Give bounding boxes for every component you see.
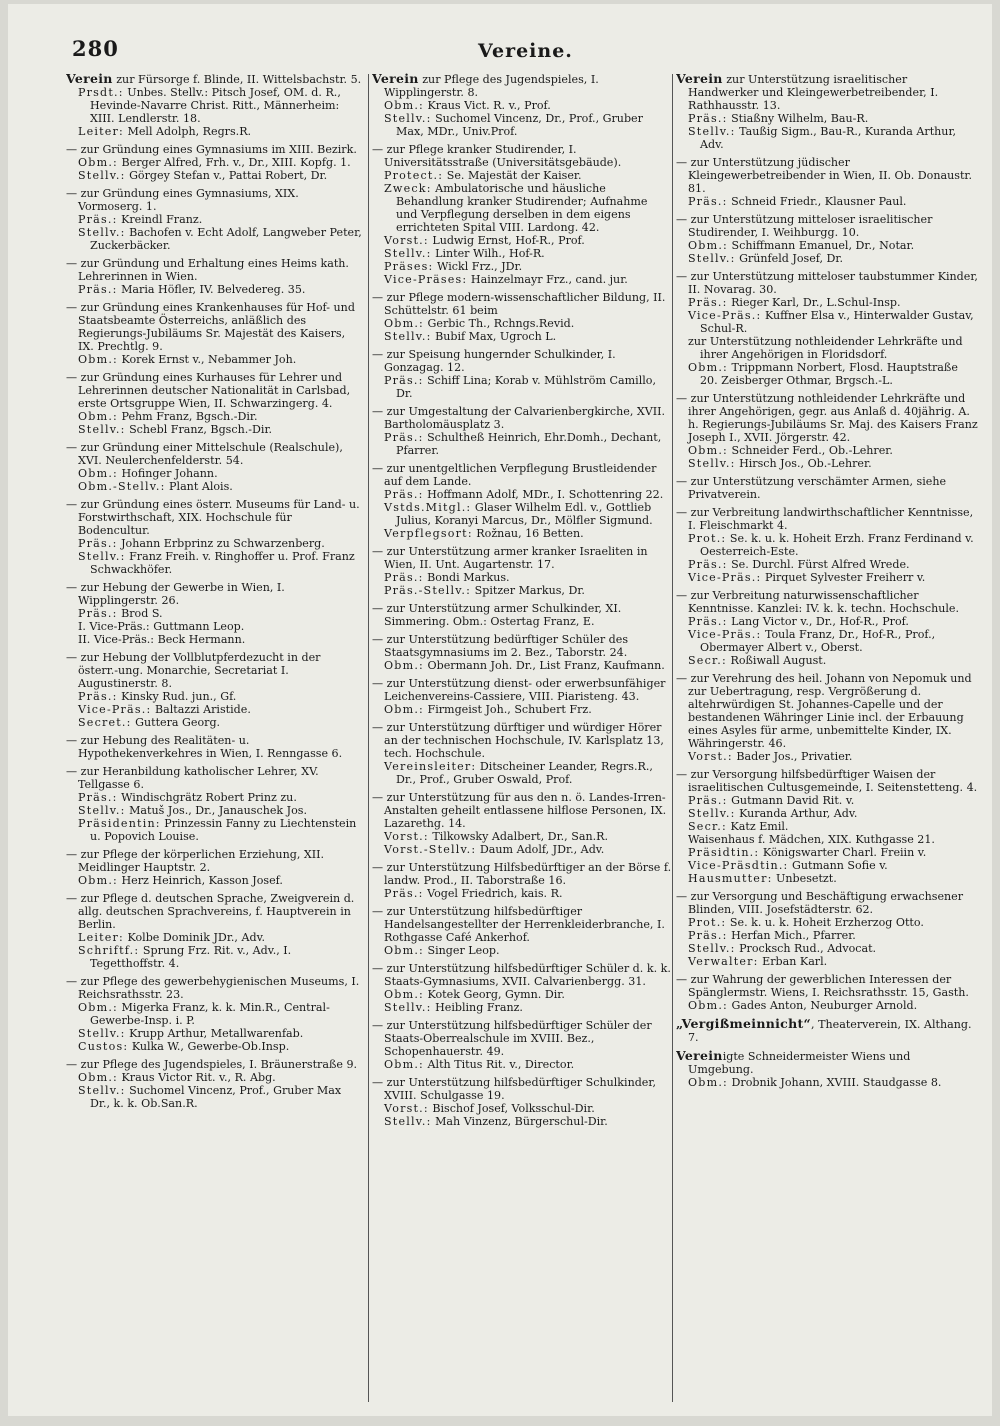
role-label: Stellv.: (688, 125, 736, 138)
entry-detail-line: Vorst.: Ludwig Ernst, Hof-R., Prof. (384, 234, 585, 247)
directory-entry (676, 72, 978, 151)
role-label: Präs.-Stellv.: (384, 584, 472, 597)
role-label: Protect.: (384, 169, 444, 182)
role-label: Präs.: (688, 296, 728, 309)
role-label: Präs.: (78, 791, 118, 804)
role-label: Stellv.: (384, 1001, 432, 1014)
entry-detail-line: Obm.-Stellv.: Plant Alois. (78, 480, 233, 493)
directory-entry (676, 270, 978, 387)
entry-detail-line: Präs.: Maria Höfler, IV. Belvedereg. 35. (78, 283, 306, 296)
role-label: Obm.: (384, 317, 424, 330)
role-label: Obm.: (78, 874, 118, 887)
entry-heading: — zur Unterstützung mitteloser israelitischer Studirender, I. Weihburgg. 10. (676, 213, 933, 239)
entry-detail-line: Protect.: Se. Majestät der Kaiser. (384, 169, 582, 182)
role-label: Stellv.: (78, 1027, 126, 1040)
entry-heading: — zur Pflege kranker Studirender, I. Universitätsstraße (Universitätsgebäude). (372, 143, 622, 169)
role-label: Obm.: (78, 410, 118, 423)
entry-heading: — zur Verbreitung naturwissenschaftlicher Kenntnisse. Kanzlei: IV. k. k. techn. Hochschule. (676, 589, 959, 615)
directory-entry (372, 791, 672, 856)
entry-detail-line: Stellv.: Bachofen v. Echt Adolf, Langweber Peter, Zuckerbäcker. (78, 226, 362, 252)
role-label: Verwalter: (688, 955, 759, 968)
role-label: Präs.: (78, 690, 118, 703)
role-label: Vstds.Mitgl.: (384, 501, 472, 514)
directory-entry (66, 72, 362, 138)
role-label: Verpflegsort: (384, 527, 473, 540)
directory-entry (66, 498, 362, 576)
role-label: Stellv.: (688, 457, 736, 470)
directory-entry (66, 257, 362, 296)
entry-detail-line: Stellv.: Procksch Rud., Advocat. (688, 942, 877, 955)
entry-heading: — zur Unterstützung jüdischer Kleingewerbetreibender in Wien, II. Ob. Donaustr. 81. (676, 156, 973, 195)
entry-heading: — zur Pflege d. deutschen Sprache, Zweigverein d. allg. deutschen Sprachvereins, f. Hauptverein in Berlin. (66, 892, 355, 931)
directory-entry (372, 405, 672, 457)
entry-detail-line: Obm.: Pehm Franz, Bgsch.-Dir. (78, 410, 258, 423)
column-1 (66, 72, 362, 1402)
entry-detail-line: Vice-Präsdtin.: Gutmann Sofie v. (688, 859, 888, 872)
entry-heading: — zur Unterstützung für aus den n. ö. Landes-Irren-Anstalten geheilt entlassene hilflose Personen, IX. Lazarethg. 14. (372, 791, 667, 830)
role-label: Stellv.: (384, 330, 432, 343)
entry-detail-line: Präs.: Bondi Markus. (384, 571, 510, 584)
role-label: Secr.: (688, 654, 727, 667)
entry-detail-line: Obm.: Migerka Franz, k. k. Min.R., Central-Gewerbe-Insp. i. P. (78, 1001, 330, 1027)
role-label: Schriftf.: (78, 944, 140, 957)
entry-detail-line: Obm.: Gerbic Th., Rchngs.Revid. (384, 317, 575, 330)
role-label: Vice-Präs.: (688, 309, 762, 322)
entry-heading: — zur Unterstützung nothleidender Lehrkräfte und ihrer Angehörigen, gegr. aus Anlaß d. 40jährig. A. h. Regierungs-Jubiläums Sr. Maj. des Kaisers Franz Joseph I., XVII. Jörgerstr. 42. (676, 392, 978, 444)
entry-detail-line: Präs.: Schiff Lina; Korab v. Mühlström Camillo, Dr. (384, 374, 656, 400)
entry-heading: Verein zur Pflege des Jugendspieles, I. Wipplingerstr. 8. (372, 72, 599, 99)
role-label: Obm.: (384, 988, 424, 1001)
entry-detail-line: Custos: Kulka W., Gewerbe-Ob.Insp. (78, 1040, 290, 1053)
directory-entry (676, 506, 978, 584)
entry-detail-line: Obm.: Drobnik Johann, XVIII. Staudgasse 8. (688, 1076, 942, 1089)
role-label: Stellv.: (78, 226, 126, 239)
role-label: Obm.: (384, 703, 424, 716)
entry-detail-line: Vorst.: Tilkowsky Adalbert, Dr., San.R. (384, 830, 609, 843)
role-label: Obm.: (688, 444, 728, 457)
role-label: Vorst.-Stellv.: (384, 843, 477, 856)
role-label: Vorst.: (688, 750, 733, 763)
entry-detail-line: Obm.: Schiffmann Emanuel, Dr., Notar. (688, 239, 915, 252)
role-label: Präs.: (78, 537, 118, 550)
directory-entry (676, 973, 978, 1012)
directory-entry (66, 892, 362, 970)
entry-detail-line: Stellv.: Schebl Franz, Bgsch.-Dir. (78, 423, 273, 436)
entry-detail-line: Secret.: Guttera Georg. (78, 716, 221, 729)
entry-detail-line: Schriftf.: Sprung Frz. Rit. v., Adv., I. Tegetthoffstr. 4. (78, 944, 292, 970)
entry-detail-line: Stellv.: Taußig Sigm., Bau-R., Kuranda Arthur, Adv. (688, 125, 957, 151)
directory-entry (676, 672, 978, 763)
directory-entry (66, 975, 362, 1053)
role-label: Präs.: (688, 195, 728, 208)
entry-detail-line: Stellv.: Suchomel Vincenz, Prof., Gruber Max Dr., k. k. Ob.San.R. (78, 1084, 342, 1110)
role-label: Obm.: (384, 1058, 424, 1071)
directory-entry (676, 589, 978, 667)
role-label: Zweck: (384, 182, 432, 195)
entry-detail-line: Obm.: Alth Titus Rit. v., Director. (384, 1058, 575, 1071)
directory-entry (372, 143, 672, 286)
role-label: Präsidentin: (78, 817, 161, 830)
entry-detail-line: Obm.: Firmgeist Joh., Schubert Frz. (384, 703, 592, 716)
entry-detail-line: Präs.: Kreindl Franz. (78, 213, 203, 226)
entry-detail-line: Stellv.: Krupp Arthur, Metallwarenfab. (78, 1027, 304, 1040)
role-label: Präs.: (78, 283, 118, 296)
role-label: Obm.: (384, 99, 424, 112)
entry-detail-line: Präs.: Vogel Friedrich, kais. R. (384, 887, 563, 900)
entry-heading: — zur Unterstützung dürftiger und würdiger Hörer an der technischen Hochschule, IV. Karlsplatz 13, tech. Hochschule. (372, 721, 664, 760)
entry-heading: — zur unentgeltlichen Verpflegung Brustleidender auf dem Lande. (372, 462, 657, 488)
entry-heading: — zur Verehrung des heil. Johann von Nepomuk und zur Uebertragung, resp. Vergrößerung d. altehrwürdigen St. Johannes-Capelle und der bestandenen Währinger Linie incl. der Erbauung eines Asyles für arme, unbemittelte Kinder, IX. Währingerstr. 46. (676, 672, 972, 750)
entry-detail-line: Hausmutter: Unbesetzt. (688, 872, 837, 885)
entry-heading: — zur Gründung eines Gymnasiums im XIII. Bezirk. (66, 143, 357, 156)
entry-detail-line: Vorst.: Bader Jos., Privatier. (688, 750, 853, 763)
directory-entry (372, 291, 672, 343)
entry-keyword: Verein (372, 72, 419, 86)
entry-detail-line: Zweck: Ambulatorische und häusliche Behandlung kranker Studirender; Aufnahme und Verpflegung derselben in dem eigens errichteten Spital VIII. Lardong. 42. (384, 182, 648, 234)
directory-entry (66, 143, 362, 182)
role-label: Vice-Präs.: (688, 571, 762, 584)
entry-heading: — zur Unterstützung bedürftiger Schüler des Staatsgymnasiums im 2. Bez., Taborstr. 24. (372, 633, 629, 659)
directory-entry (676, 890, 978, 968)
entry-heading: — zur Gründung einer Mittelschule (Realschule), XVI. Neulerchenfelderstr. 54. (66, 441, 343, 467)
entry-detail-line: Prot.: Se. k. u. k. Hoheit Erzherzog Otto. (688, 916, 924, 929)
entry-detail-line: Vereinsleiter: Ditscheiner Leander, Regrs.R., Dr., Prof., Gruber Oswald, Prof. (384, 760, 653, 786)
entry-detail-line: Obm.: Kraus Vict. R. v., Prof. (384, 99, 551, 112)
role-label: Stellv.: (78, 169, 126, 182)
entry-detail-line: Stellv.: Heibling Franz. (384, 1001, 523, 1014)
role-label: Vice-Präses: (384, 273, 468, 286)
entry-detail-line: Obm.: Trippmann Norbert, Flosd. Hauptstraße 20. Zeisberger Othmar, Brgsch.-L. (688, 361, 958, 387)
entry-detail-line: Stellv.: Franz Freih. v. Ringhoffer u. Prof. Franz Schwackhöfer. (78, 550, 355, 576)
entry-detail-line: Präsidentin: Prinzessin Fanny zu Liechtenstein u. Popovich Louise. (78, 817, 357, 843)
directory-page (8, 4, 992, 1416)
entry-detail-line: Prot.: Se. k. u. k. Hoheit Erzh. Franz Ferdinand v. Oesterreich-Este. (688, 532, 974, 558)
column-divider (672, 74, 673, 1402)
entry-keyword: Verein (66, 72, 113, 86)
entry-heading: — zur Hebung der Gewerbe in Wien, I. Wipplingerstr. 26. (66, 581, 285, 607)
entry-heading: Verein zur Fürsorge f. Blinde, II. Wittelsbachstr. 5. (66, 72, 362, 86)
entry-detail-line: Präs.: Schultheß Heinrich, Ehr.Domh., Dechant, Pfarrer. (384, 431, 662, 457)
entry-heading: — zur Pflege modern-wissenschaftlicher Bildung, II. Schüttelstr. 61 beim (372, 291, 666, 317)
entry-detail-line: Präs.: Rieger Karl, Dr., L.Schul-Insp. (688, 296, 901, 309)
entry-heading: — zur Hebung der Vollblutpferdezucht in der österr.-ung. Monarchie, Secretariat I. Augustinerstr. 8. (66, 651, 321, 690)
entry-detail-line: Präsidtin.: Königswarter Charl. Freiin v. (688, 846, 927, 859)
entry-detail-line: Stellv.: Suchomel Vincenz, Dr., Prof., Gruber Max, MDr., Univ.Prof. (384, 112, 643, 138)
role-label: Custos: (78, 1040, 129, 1053)
entry-heading: — zur Speisung hungernder Schulkinder, I. Gonzagag. 12. (372, 348, 616, 374)
entry-detail-line: Vice-Präs.: Toula Franz, Dr., Hof-R., Prof., Obermayer Albert v., Oberst. (688, 628, 936, 654)
role-label: Stellv.: (78, 550, 126, 563)
entry-heading: — zur Unterstützung mitteloser taubstummer Kinder, II. Novarag. 30. (676, 270, 978, 296)
role-label: Obm.: (78, 353, 118, 366)
directory-entry (676, 475, 978, 501)
entry-heading: — zur Gründung und Erhaltung eines Heims kath. Lehrerinnen in Wien. (66, 257, 349, 283)
entry-heading: — zur Unterstützung armer kranker Israeliten in Wien, II. Unt. Augartenstr. 17. (372, 545, 648, 571)
entry-heading: — zur Unterstützung hilfsbedürftiger Schulkinder, XVIII. Schulgasse 19. (372, 1076, 656, 1102)
entry-heading: — zur Pflege des Jugendspieles, I. Bräunerstraße 9. (66, 1058, 358, 1071)
role-label: Stellv.: (384, 112, 432, 125)
entry-detail-line: Präs.: Johann Erbprinz zu Schwarzenberg. (78, 537, 325, 550)
directory-entry (676, 1049, 978, 1089)
entry-detail-line: Präs.: Hoffmann Adolf, MDr., I. Schottenring 22. (384, 488, 664, 501)
entry-detail-line: Obm.: Obermann Joh. Dr., List Franz, Kaufmann. (384, 659, 665, 672)
role-label: Präs.: (688, 794, 728, 807)
column-divider (368, 74, 369, 1402)
entry-detail-line: Vstds.Mitgl.: Glaser Wilhelm Edl. v., Gottlieb Julius, Koranyi Marcus, Dr., Mölfler Sigmund. (384, 501, 653, 527)
role-label: Stellv.: (688, 942, 736, 955)
directory-entry (372, 602, 672, 628)
entry-detail-line: Leiter: Mell Adolph, Regrs.R. (78, 125, 252, 138)
role-label: Präs.: (688, 929, 728, 942)
entry-heading: — zur Verbreitung landwirthschaftlicher Kenntnisse, I. Fleischmarkt 4. (676, 506, 974, 532)
role-label: Obm.: (384, 944, 424, 957)
directory-entry (372, 721, 672, 786)
entry-heading: — zur Heranbildung katholischer Lehrer, XV. Tellgasse 6. (66, 765, 319, 791)
entry-heading: — zur Pflege der körperlichen Erziehung, XII. Meidlinger Hauptstr. 2. (66, 848, 325, 874)
entry-heading: — zur Pflege des gewerbehygienischen Museums, I. Reichsrathsstr. 23. (66, 975, 360, 1001)
directory-entry (66, 441, 362, 493)
directory-entry (66, 187, 362, 252)
entry-heading: Verein zur Unterstützung israelitischer Handwerker und Kleingewerbetreibender, I. Rathhausstr. 13. (676, 72, 939, 112)
role-label: Vorst.: (384, 234, 429, 247)
entry-heading: — zur Unterstützung hilfsbedürftiger Schüler der Staats-Oberrealschule im XVIII. Bez., Schopenhauerstr. 49. (372, 1019, 652, 1058)
directory-entry (676, 768, 978, 885)
entry-detail-line: Präs.: Stiaßny Wilhelm, Bau-R. (688, 112, 869, 125)
entry-detail-line: Waisenhaus f. Mädchen, XIX. Kuthgasse 21. (688, 833, 935, 846)
entry-detail-line: Obm.: Schneider Ferd., Ob.-Lehrer. (688, 444, 893, 457)
entry-detail-line: Stellv.: Mah Vinzenz, Bürgerschul-Dir. (384, 1115, 608, 1128)
role-label: Vice-Präs.: (78, 703, 152, 716)
role-label: Präs.: (688, 112, 728, 125)
directory-entry (66, 301, 362, 366)
directory-entry (372, 861, 672, 900)
entry-detail-line: Secr.: Katz Emil. (688, 820, 789, 833)
entry-detail-line: Vorst.-Stellv.: Daum Adolf, JDr., Adv. (384, 843, 605, 856)
role-label: Präs.: (384, 488, 424, 501)
directory-entry (372, 545, 672, 597)
entry-detail-line: Verpflegsort: Rožnau, 16 Betten. (384, 527, 584, 540)
role-label: Präs.: (384, 887, 424, 900)
role-label: Präses: (384, 260, 434, 273)
role-label: Obm.: (688, 361, 728, 374)
role-label: Präs.: (78, 213, 118, 226)
role-label: Obm.: (78, 467, 118, 480)
entry-detail-line: Stellv.: Kuranda Arthur, Adv. (688, 807, 858, 820)
role-label: Prsdt.: (78, 86, 124, 99)
entry-heading: Vereinigte Schneidermeister Wiens und Umgebung. (676, 1048, 911, 1076)
role-label: Präs.: (688, 558, 728, 571)
role-label: Präs.: (78, 607, 118, 620)
role-label: Vereinsleiter: (384, 760, 477, 773)
entry-detail-line: Präs.: Lang Victor v., Dr., Hof-R., Prof. (688, 615, 909, 628)
entry-detail-line: Präs.: Gutmann David Rit. v. (688, 794, 855, 807)
entry-detail-line: Obm.: Singer Leop. (384, 944, 500, 957)
role-label: Vice-Präs.: (688, 628, 762, 641)
column-2 (372, 72, 672, 1402)
entry-detail-line: Präs.: Windischgrätz Robert Prinz zu. (78, 791, 297, 804)
entry-heading: — zur Unterstützung verschämter Armen, siehe Privatverein. (676, 475, 947, 501)
entry-detail-line: Stellv.: Görgey Stefan v., Pattai Robert, Dr. (78, 169, 328, 182)
directory-entry (372, 72, 672, 138)
entry-detail-line: Obm.: Hofinger Johann. (78, 467, 218, 480)
directory-entry (66, 765, 362, 843)
entry-heading: — zur Unterstützung armer Schulkinder, XI. Simmering. Obm.: Ostertag Franz, E. (372, 602, 622, 628)
entry-detail-line: Obm.: Gades Anton, Neuburger Arnold. (688, 999, 918, 1012)
directory-entry (676, 156, 978, 208)
entry-detail-line: Präs.-Stellv.: Spitzer Markus, Dr. (384, 584, 585, 597)
entry-detail-line: Vice-Präs.: Baltazzi Aristide. (78, 703, 251, 716)
entry-heading: — zur Gründung eines Krankenhauses für Hof- und Staatsbeamte Österreichs, anläßlich des Regierungs-Jubiläums Sr. Majestät des Kaisers, IX. Prechtlg. 9. (66, 301, 355, 353)
role-label: Präs.: (384, 431, 424, 444)
entry-detail-line: Obm.: Korek Ernst v., Nebammer Joh. (78, 353, 297, 366)
entry-detail-line: Obm.: Berger Alfred, Frh. v., Dr., XIII. Kopfg. 1. (78, 156, 351, 169)
role-label: Vorst.: (384, 1102, 429, 1115)
entry-detail-line: Prsdt.: Unbes. Stellv.: Pitsch Josef, OM. d. R., Hevinde-Navarre Christ. Ritt., Männerheim: XIII. Lendlerstr. 18. (78, 86, 341, 125)
role-label: Stellv.: (384, 1115, 432, 1128)
entry-detail-line: Vice-Präses: Hainzelmayr Frz., cand. jur. (384, 273, 628, 286)
directory-entry (66, 581, 362, 646)
role-label: Secret.: (78, 716, 132, 729)
role-label: Stellv.: (384, 247, 432, 260)
entry-detail-line: I. Vice-Präs.: Guttmann Leop. (78, 620, 245, 633)
entry-heading: — zur Versorgung und Beschäftigung erwachsener Blinden, VIII. Josefstädterstr. 62. (676, 890, 964, 916)
entry-keyword: „Vergißmeinnicht“ (676, 1016, 812, 1031)
directory-entry (66, 371, 362, 436)
entry-detail-line: Stellv.: Linter Wilh., Hof-R. (384, 247, 545, 260)
entry-heading: „Vergißmeinnicht“, Theaterverein, IX. Althang. 7. (676, 1016, 972, 1044)
entry-detail-line: Leiter: Kolbe Dominik JDr., Adv. (78, 931, 266, 944)
entry-heading: — zur Unterstützung dienst- oder erwerbsunfähiger Leichenvereins-Cassiere, VIII. Piaristeng. 43. (372, 677, 666, 703)
entry-heading: — zur Versorgung hilfsbedürftiger Waisen der israelitischen Cultusgemeinde, I. Seitenstetteng. 4. (676, 768, 978, 794)
entry-detail-line: Präs.: Schneid Friedr., Klausner Paul. (688, 195, 907, 208)
role-label: Präsidtin.: (688, 846, 760, 859)
directory-entry (676, 392, 978, 470)
role-label: Stellv.: (78, 1084, 126, 1097)
entry-detail-line: Verwalter: Erban Karl. (688, 955, 828, 968)
role-label: Prot.: (688, 916, 727, 929)
directory-entry (372, 462, 672, 540)
role-label: Prot.: (688, 532, 727, 545)
directory-entry (372, 677, 672, 716)
role-label: Präs.: (384, 374, 424, 387)
entry-heading: — zur Unterstützung Hilfsbedürftiger an der Börse f. landw. Prod., II. Taborstraße 16. (372, 861, 672, 887)
role-label: Präs.: (384, 571, 424, 584)
role-label: Hausmutter: (688, 872, 773, 885)
directory-entry (676, 1017, 978, 1044)
entry-detail-line: Stellv.: Hirsch Jos., Ob.-Lehrer. (688, 457, 872, 470)
role-label: Stellv.: (688, 252, 736, 265)
entry-detail-line: Obm.: Kraus Victor Rit. v., R. Abg. (78, 1071, 276, 1084)
entry-heading: — zur Umgestaltung der Calvarienbergkirche, XVII. Bartholomäusplatz 3. (372, 405, 666, 431)
role-label: Obm.: (78, 156, 118, 169)
role-label: Obm.: (384, 659, 424, 672)
role-label: Vice-Präsdtin.: (688, 859, 789, 872)
entry-heading: — zur Gründung eines Kurhauses für Lehrer und Lehrerinnen deutscher Nationalität in Carlsbad, erste Ortsgruppe Wien, II. Schwarzingerg. 4. (66, 371, 351, 410)
role-label: Präs.: (688, 615, 728, 628)
entry-heading: — zur Gründung eines österr. Museums für Land- u. Forstwirthschaft, XIX. Hochschule für Bodencultur. (66, 498, 360, 537)
column-3 (676, 72, 978, 1402)
role-label: Leiter: (78, 125, 124, 138)
entry-heading: — zur Unterstützung hilfsbedürftiger Handelsangestellter der Herrenkleiderbranche, I. Rothgasse Café Ankerhof. (372, 905, 665, 944)
directory-entry (372, 1076, 672, 1128)
entry-detail-line: Präses: Wickl Frz., JDr. (384, 260, 523, 273)
entry-detail-line: Vice-Präs.: Pirquet Sylvester Freiherr v. (688, 571, 926, 584)
entry-keyword: Verein (676, 72, 723, 86)
directory-entry (372, 905, 672, 957)
entry-detail-line: Obm.: Herz Heinrich, Kasson Josef. (78, 874, 283, 887)
role-label: Obm.-Stellv.: (78, 480, 166, 493)
role-label: Stellv.: (688, 807, 736, 820)
directory-entry (676, 213, 978, 265)
role-label: Obm.: (78, 1071, 118, 1084)
entry-detail-line: Vorst.: Bischof Josef, Volksschul-Dir. (384, 1102, 595, 1115)
directory-entry (372, 633, 672, 672)
entry-keyword: Verein (676, 1048, 723, 1063)
entry-detail-line: Stellv.: Matuš Jos., Dr., Janauschek Jos. (78, 804, 308, 817)
entry-detail-line: Obm.: Kotek Georg, Gymn. Dir. (384, 988, 565, 1001)
entry-heading: — zur Gründung eines Gymnasiums, XIX. Vormoserg. 1. (66, 187, 299, 213)
entry-detail-line: Präs.: Se. Durchl. Fürst Alfred Wrede. (688, 558, 910, 571)
entry-detail-line: II. Vice-Präs.: Beck Hermann. (78, 633, 246, 646)
entry-detail-line: Stellv.: Bubif Max, Ugroch L. (384, 330, 557, 343)
role-label: Obm.: (78, 1001, 118, 1014)
page-number: 280 (72, 36, 119, 61)
entry-detail-line: Secr.: Roßiwall August. (688, 654, 827, 667)
role-label: Obm.: (688, 1076, 728, 1089)
directory-entry (372, 348, 672, 400)
page-title: Vereine. (478, 40, 573, 62)
entry-heading: — zur Wahrung der gewerblichen Interessen der Spänglermstr. Wiens, I. Reichsrathsstr. 15, Gasth. (676, 973, 969, 999)
entry-detail-line: Präs.: Herfan Mich., Pfarrer. (688, 929, 856, 942)
entry-heading: — zur Hebung des Realitäten- u. Hypothekenverkehres in Wien, I. Renngasse 6. (66, 734, 343, 760)
entry-detail-line: Vice-Präs.: Kuffner Elsa v., Hinterwalder Gustav, Schul-R. (688, 309, 974, 335)
role-label: Vorst.: (384, 830, 429, 843)
role-label: Secr.: (688, 820, 727, 833)
directory-entry (66, 734, 362, 760)
role-label: Obm.: (688, 239, 728, 252)
entry-detail-line: Präs.: Brod S. (78, 607, 163, 620)
directory-entry (372, 1019, 672, 1071)
entry-detail-line: Stellv.: Grünfeld Josef, Dr. (688, 252, 844, 265)
role-label: Stellv.: (78, 423, 126, 436)
entry-heading: — zur Unterstützung hilfsbedürftiger Schüler d. k. k. Staats-Gymnasiums, XVII. Calvarienbergg. 31. (372, 962, 671, 988)
directory-entry (372, 962, 672, 1014)
entry-detail-line: zur Unterstützung nothleidender Lehrkräfte und ihrer Angehörigen in Floridsdorf. (688, 335, 963, 361)
role-label: Obm.: (688, 999, 728, 1012)
entry-detail-line: Präs.: Kinsky Rud. jun., Gf. (78, 690, 237, 703)
role-label: Stellv.: (78, 804, 126, 817)
directory-entry (66, 1058, 362, 1110)
directory-entry (66, 848, 362, 887)
directory-entry (66, 651, 362, 729)
role-label: Leiter: (78, 931, 124, 944)
